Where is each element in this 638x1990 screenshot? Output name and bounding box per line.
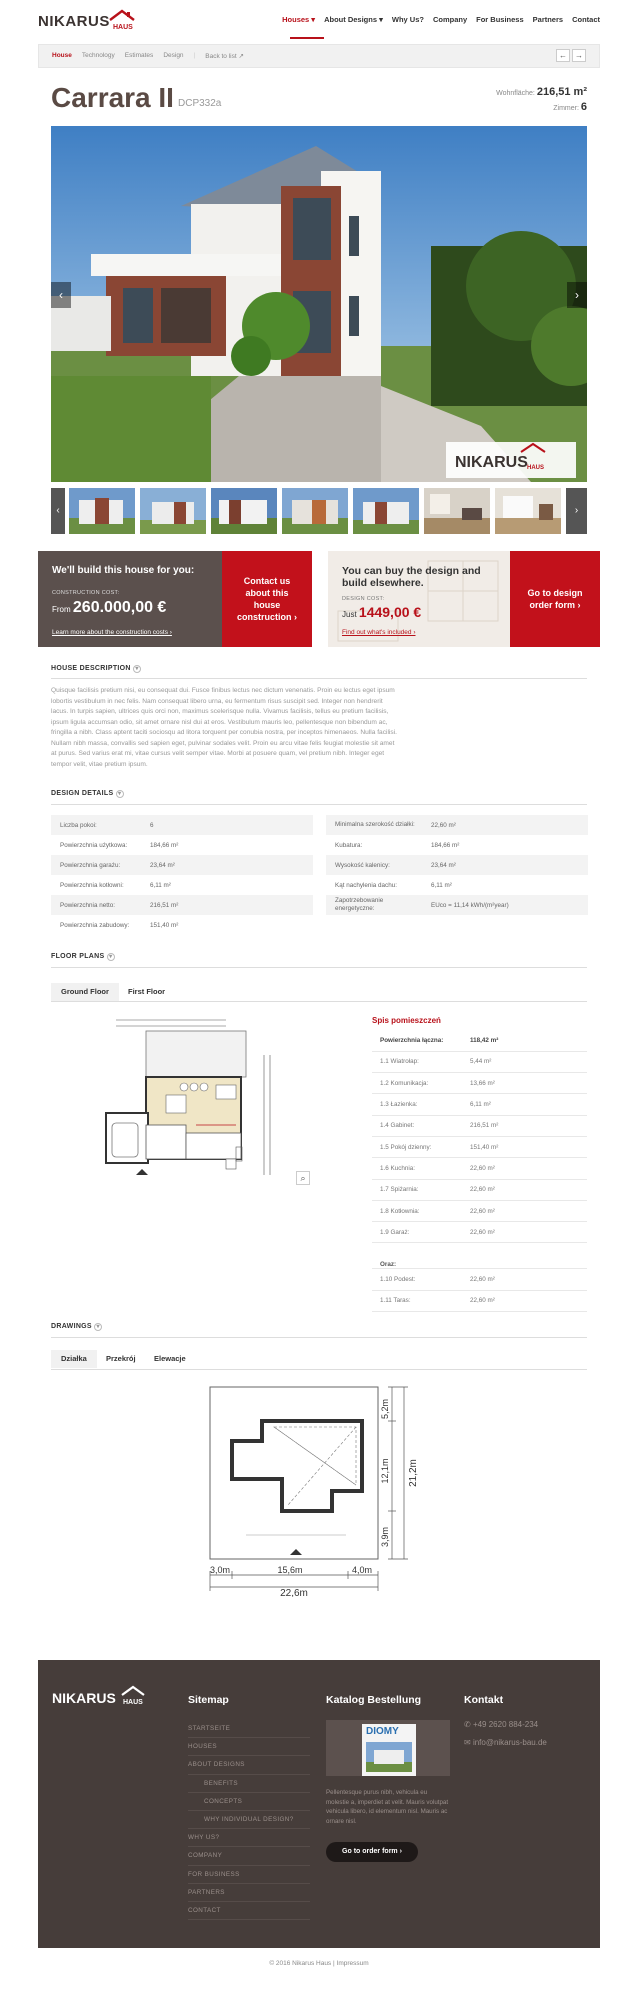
room-name: 1.2 Komunikacja:: [372, 1073, 462, 1094]
room-area: 22,60 m²: [462, 1200, 587, 1221]
room-name: 1.1 Wiatrołap:: [372, 1051, 462, 1072]
design-promo-panel: [328, 551, 510, 647]
sitemap-title: Sitemap: [188, 1694, 229, 1706]
room-area: 5,44 m²: [462, 1051, 587, 1072]
nav-for-business[interactable]: For Business: [476, 15, 524, 24]
detail-value: 6,11 m²: [141, 875, 313, 895]
detail-value: 151,40 m²: [141, 915, 313, 935]
floorplans-heading-text: FLOOR PLANS: [51, 953, 105, 960]
build-promo-panel: [38, 551, 222, 647]
table-row: [326, 875, 588, 895]
dim-total-width: 22,6m: [280, 1588, 308, 1597]
detail-label: Zapotrzebowanie energetyczne:: [326, 895, 422, 915]
section-heading-details[interactable]: [51, 790, 124, 798]
thumbnail-strip: [51, 488, 587, 534]
room-area: 22,60 m²: [462, 1179, 587, 1200]
room-area: 13,66 m²: [462, 1073, 587, 1094]
living-area: [496, 86, 587, 98]
table-row: [372, 1051, 587, 1072]
detail-value: 22,60 m²: [422, 815, 588, 835]
divider: [51, 1001, 587, 1002]
table-row: [372, 1136, 587, 1157]
rooms-extra-title: Oraz:: [372, 1243, 462, 1269]
tab-dzialka[interactable]: Działka: [51, 1350, 97, 1368]
detail-label: Minimalna szerokość działki:: [326, 815, 422, 835]
rooms-count: [553, 101, 587, 113]
catalog-brand: DIOMY: [366, 1726, 399, 1737]
table-row: [372, 1094, 587, 1115]
house-render-image: [51, 126, 587, 482]
design-included-link[interactable]: Find out what's included ›: [342, 629, 416, 636]
dim-total-height: 21,2m: [408, 1459, 419, 1487]
ground-floor-plan[interactable]: [96, 1015, 276, 1191]
table-row: [326, 895, 588, 915]
design-price: [342, 604, 421, 620]
table-row: [51, 855, 313, 875]
table-row: [372, 1200, 587, 1221]
thumbnail[interactable]: [353, 488, 419, 534]
email-text: info@nikarus-bau.de: [472, 1738, 547, 1747]
nav-partners[interactable]: Partners: [532, 15, 564, 24]
thumbnail[interactable]: [211, 488, 277, 534]
contact-title: Kontakt: [464, 1694, 504, 1706]
dim-w1: 3,0m: [209, 1565, 231, 1575]
sitemap-list: [188, 1720, 310, 1920]
sitemap-link[interactable]: STARTSEITE: [188, 1720, 310, 1738]
tab-first-floor[interactable]: First Floor: [128, 987, 166, 996]
chevron-down-icon: ▾: [107, 953, 115, 961]
room-area: 22,60 m²: [462, 1222, 587, 1243]
contact-email[interactable]: [464, 1738, 547, 1747]
dim-bot: 3,9m: [380, 1526, 390, 1548]
nav-why-us[interactable]: Why Us?: [391, 15, 424, 24]
table-row: [326, 815, 588, 835]
thumbnail[interactable]: [140, 488, 206, 534]
detail-value: 184,66 m²: [141, 835, 313, 855]
design-order-button[interactable]: Go to design order form ›: [510, 551, 600, 647]
table-row: [372, 1269, 587, 1290]
section-heading-floorplans[interactable]: [51, 953, 115, 961]
section-heading-description[interactable]: [51, 665, 141, 673]
detail-label: Powierzchnia kotłowni:: [51, 875, 141, 895]
nav-houses[interactable]: Houses ▾: [282, 15, 316, 24]
room-area: 22,60 m²: [462, 1269, 587, 1290]
design-price-value: 1449,00 €: [358, 604, 422, 620]
site-plan-drawing[interactable]: [206, 1385, 452, 1597]
living-area-label: Wohnfläche:: [496, 90, 535, 97]
detail-label: Powierzchnia użytkowa:: [51, 835, 141, 855]
design-just-label: Just: [342, 610, 357, 619]
divider: [51, 1369, 587, 1370]
living-area-value: 216,51 m²: [536, 86, 587, 98]
impressum-link[interactable]: Impressum: [336, 1960, 369, 1967]
divider: [51, 1337, 587, 1338]
thumbnail[interactable]: [495, 488, 561, 534]
details-heading-text: DESIGN DETAILS: [51, 790, 114, 797]
contact-phone[interactable]: [464, 1720, 538, 1729]
sitemap-link[interactable]: BENEFITS: [188, 1775, 310, 1793]
drawings-heading-text: DRAWINGS: [51, 1323, 92, 1330]
room-area: 216,51 m²: [462, 1115, 587, 1136]
details-table-left: [51, 815, 313, 935]
table-row: [372, 1073, 587, 1094]
thumb-prev-arrow[interactable]: ‹: [51, 488, 65, 534]
footer-logo-sub: HAUS: [123, 1699, 143, 1706]
detail-label: Powierzchnia garażu:: [51, 855, 141, 875]
table-row: [51, 915, 313, 935]
detail-label: Kubatura:: [326, 835, 422, 855]
sitemap-link[interactable]: CONCEPTS: [188, 1793, 310, 1811]
gallery-next-arrow[interactable]: ›: [567, 282, 587, 308]
detail-value: EUco = 11,14 kWh/(m²year): [422, 895, 588, 915]
nav-company[interactable]: Company: [432, 15, 468, 24]
dim-w2: 15,6m: [277, 1565, 303, 1575]
room-name: 1.4 Gabinet:: [372, 1115, 462, 1136]
detail-value: 216,51 m²: [141, 895, 313, 915]
room-area: 22,60 m²: [462, 1290, 587, 1311]
room-area: 22,60 m²: [462, 1158, 587, 1179]
house-photo[interactable]: [51, 126, 587, 482]
sitemap-link[interactable]: WHY INDIVIDUAL DESIGN?: [188, 1811, 310, 1829]
table-row: [326, 835, 588, 855]
table-row: [372, 1290, 587, 1311]
catalog-order-button[interactable]: Go to order form ›: [326, 1842, 418, 1862]
table-row: [51, 875, 313, 895]
catalog-cover: [362, 1724, 416, 1776]
section-heading-drawings[interactable]: [51, 1323, 102, 1331]
main-nav: [282, 15, 600, 24]
sitemap-link[interactable]: HOUSES: [188, 1738, 310, 1756]
dim-mid: 12,1m: [380, 1458, 390, 1484]
logo-text: NIKARUS: [38, 13, 110, 30]
contact-construction-button[interactable]: Contact us about this house construction ›: [222, 551, 312, 647]
sitemap-link[interactable]: CONTACT: [188, 1902, 310, 1920]
search-icon[interactable]: ⌕: [296, 1171, 310, 1185]
sub-nav: [52, 52, 244, 60]
tab-przekroj[interactable]: Przekrój: [106, 1354, 136, 1363]
dim-w3: 4,0m: [351, 1565, 373, 1575]
table-row: [326, 855, 588, 875]
prev-house-button[interactable]: ←: [556, 49, 570, 62]
subnav-house[interactable]: House: [52, 52, 72, 59]
back-to-list-label: Back to list: [205, 53, 237, 60]
detail-label: Powierzchnia netto:: [51, 895, 141, 915]
nav-active-indicator: [290, 37, 324, 39]
footer-logo[interactable]: [52, 1690, 143, 1706]
nav-about-designs[interactable]: About Designs ▾: [324, 15, 383, 24]
logo[interactable]: [38, 9, 138, 31]
next-house-button[interactable]: →: [572, 49, 586, 62]
nav-houses-label: Houses: [282, 15, 310, 24]
footer: [38, 1660, 600, 1948]
detail-value: 23,64 m²: [141, 855, 313, 875]
room-name: 1.9 Garaż:: [372, 1222, 462, 1243]
description-heading-text: HOUSE DESCRIPTION: [51, 665, 131, 672]
detail-value: 6,11 m²: [422, 875, 588, 895]
rooms-table: [372, 1030, 587, 1312]
detail-label: Kąt nachylenia dachu:: [326, 875, 422, 895]
design-code: DCP332a: [178, 98, 222, 109]
detail-value: 23,64 m²: [422, 855, 588, 875]
subnav-divider: |: [193, 52, 196, 59]
description-text: Quisque facilisis pretium nisi, eu consequat dui. Fusce finibus lectus nec dictum venenatis. Proin eu lectus eget ipsum lobortis vestibulum in nec felis. Nam consequat libero urna, eu fermentum risus suscipit sed. Integer non hendrerit lacus. In turpis sapien, ultrices quis orci non, maximus scelerisque nulla. Vivamus facilisis, tellus eu pretium facilisis, ipsum ligula accumsan odio, sit amet ornare nisl dui at eros. Vestibulum mauris leo, pellentesque non bibendum ac, fringilla a nibh. Class aptent taciti sociosqu ad litora torquent per conubia nostra, per inceptos himenaeos. Nulla facilisi. Nullam nibh massa, convallis sed sapien eget, pulvinar sodales velit. Proin eu arcu vitae felis feugiat molestie sit amet at purus. Sed varius erat mi, vitae cursus velit semper vitae. Morbi at posuere quam, vel pretium nibh. Integer eget tempor velit, vitae pretium ipsum.: [51, 687, 397, 768]
build-promo-title: We'll build this house for you:: [52, 565, 195, 576]
design-cost-label: DESIGN COST:: [342, 596, 385, 602]
thumbnail[interactable]: [282, 488, 348, 534]
thumb-next-arrow[interactable]: ›: [566, 488, 587, 534]
logo-sub-text: HAUS: [113, 24, 133, 31]
catalog-title: Katalog Bestellung: [326, 1694, 422, 1706]
phone-icon: ✆: [464, 1720, 471, 1729]
room-name: 1.3 Łazienka:: [372, 1094, 462, 1115]
external-arrow-icon: ↗: [238, 53, 244, 60]
rooms-value: 6: [580, 101, 587, 113]
divider: [51, 804, 587, 805]
thumbnail[interactable]: [424, 488, 490, 534]
divider: [51, 678, 587, 679]
tab-ground-floor[interactable]: Ground Floor: [51, 983, 119, 1001]
chevron-down-icon: ▾: [133, 665, 141, 673]
build-cost-label: CONSTRUCTION COST:: [52, 590, 120, 596]
table-row: [372, 1222, 587, 1243]
sitemap-link[interactable]: FOR BUSINESS: [188, 1866, 310, 1884]
sitemap-link[interactable]: ABOUT DESIGNS: [188, 1756, 310, 1774]
rooms-list-title: Spis pomieszczeń: [372, 1016, 441, 1025]
mail-icon: ✉: [464, 1738, 471, 1747]
copyright-bar: [0, 1960, 638, 1967]
catalog-box[interactable]: [326, 1720, 450, 1776]
room-area: 118,42 m²: [462, 1030, 587, 1051]
nav-contact[interactable]: Contact: [572, 15, 600, 24]
detail-label: Powierzchnia zabudowy:: [51, 915, 141, 935]
chevron-down-icon: ▾: [94, 1323, 102, 1331]
detail-label: Wysokość kalenicy:: [326, 855, 422, 875]
room-area: 6,11 m²: [462, 1094, 587, 1115]
detail-value: 6: [141, 815, 313, 835]
room-name: Powierzchnia łączna:: [372, 1030, 462, 1051]
table-row: [372, 1243, 587, 1269]
watermark-sub-text: HAUS: [527, 465, 545, 471]
detail-value: 184,66 m²: [422, 835, 588, 855]
build-price: [52, 599, 166, 617]
house-logo-icon: [120, 1685, 146, 1707]
catalog-text: Pellentesque purus nibh, vehicula eu molestie a, imperdiet at velit. Mauris volutpat vehicula libero, id elementum nisl. Mauris ac ornare nisl.: [326, 1789, 449, 1825]
build-from-label: From: [52, 605, 71, 614]
build-price-value: 260.000,00 €: [72, 599, 167, 616]
watermark-text: NIKARUS: [455, 454, 528, 471]
table-row: [372, 1179, 587, 1200]
house-logo-icon: [108, 9, 136, 31]
rooms-label: Zimmer:: [553, 105, 579, 112]
room-name: 1.11 Taras:: [372, 1290, 462, 1311]
detail-label: Liczba pokoi:: [51, 815, 141, 835]
footer-logo-text: NIKARUS: [52, 1690, 116, 1706]
nav-about-designs-label: About Designs: [324, 15, 377, 24]
table-row: [51, 835, 313, 855]
back-to-list-link[interactable]: [205, 52, 244, 60]
thumbnail[interactable]: [69, 488, 135, 534]
table-row: [51, 895, 313, 915]
room-name: 1.7 Spiżarnia:: [372, 1179, 462, 1200]
sitemap-link[interactable]: PARTNERS: [188, 1884, 310, 1902]
table-row: [372, 1030, 587, 1051]
tab-elewacje[interactable]: Elewacje: [154, 1354, 186, 1363]
subnav-technology[interactable]: Technology: [81, 52, 115, 59]
table-row: [372, 1115, 587, 1136]
sitemap-link[interactable]: WHY US?: [188, 1829, 310, 1847]
details-table-right: [326, 815, 588, 915]
chevron-down-icon: ▾: [116, 790, 124, 798]
room-name: 1.5 Pokój dzienny:: [372, 1136, 462, 1157]
table-row: [51, 815, 313, 835]
room-name: 1.10 Podest:: [372, 1269, 462, 1290]
table-row: [372, 1158, 587, 1179]
page-title: Carrara II: [51, 82, 174, 113]
subnav-design[interactable]: Design: [163, 52, 184, 59]
room-area: 151,40 m²: [462, 1136, 587, 1157]
gallery-prev-arrow[interactable]: ‹: [51, 282, 71, 308]
phone-text: +49 2620 884-234: [472, 1720, 539, 1729]
copyright-separator: |: [333, 1960, 335, 1967]
divider: [51, 967, 587, 968]
dim-top: 5,2m: [380, 1398, 390, 1420]
design-promo-title: You can buy the design and build elsewhere.: [342, 565, 481, 589]
sitemap-link[interactable]: COMPANY: [188, 1847, 310, 1865]
room-name: 1.6 Kuchnia:: [372, 1158, 462, 1179]
subnav-estimates[interactable]: Estimates: [124, 52, 154, 59]
room-name: 1.8 Kotłownia:: [372, 1200, 462, 1221]
copyright-text: © 2016 Nikarus Haus: [269, 1960, 332, 1967]
build-cost-link[interactable]: Learn more about the construction costs ›: [52, 629, 172, 636]
